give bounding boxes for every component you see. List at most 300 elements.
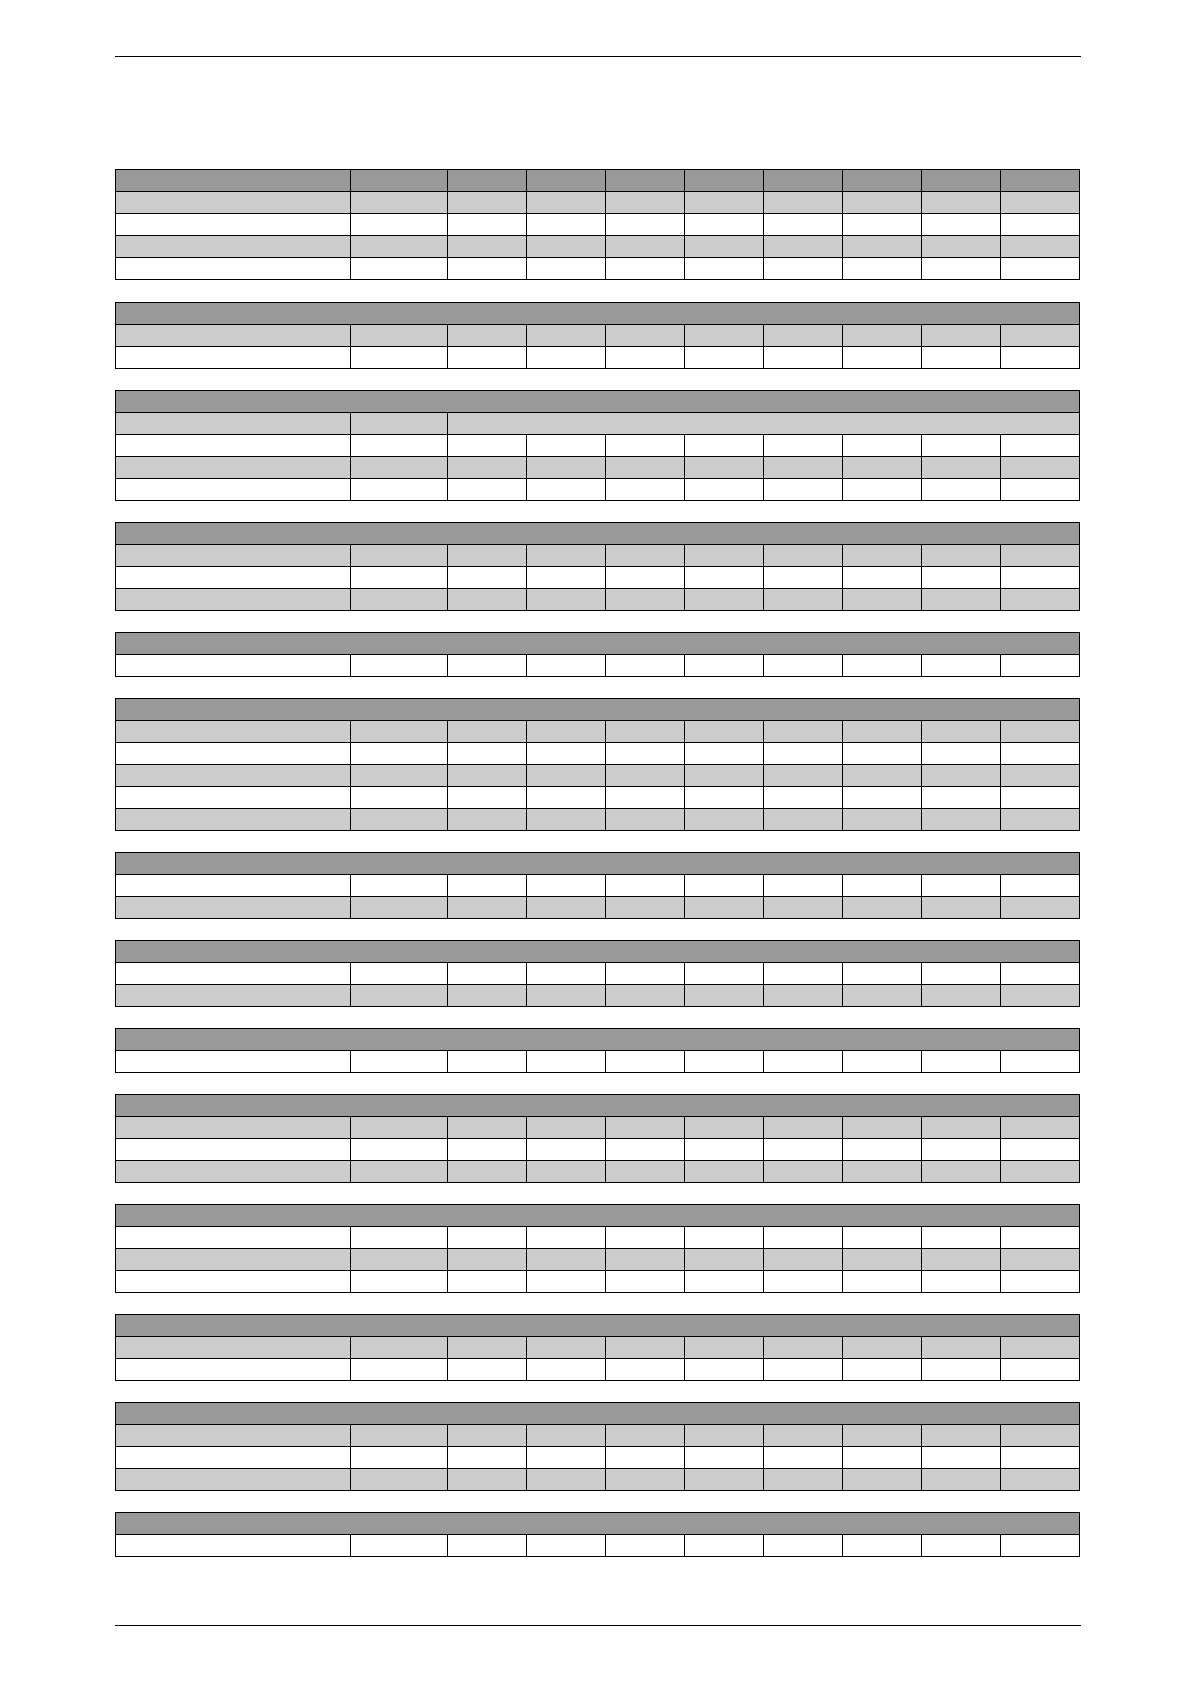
table-cell [764, 721, 843, 743]
table-cell [685, 985, 764, 1007]
table-cell [116, 325, 351, 347]
table-cell [116, 1227, 351, 1249]
data-table [115, 390, 1080, 501]
table-cell [606, 875, 685, 897]
table-row [116, 875, 1080, 897]
table-cell [922, 1139, 1001, 1161]
table-cell [922, 1249, 1001, 1271]
table-cell [685, 1139, 764, 1161]
table-cell [351, 258, 448, 280]
table-cell [116, 1139, 351, 1161]
table-row [116, 743, 1080, 765]
table-cell [843, 1227, 922, 1249]
table-cell [685, 479, 764, 501]
table-cell [922, 655, 1001, 677]
table-cell [764, 1535, 843, 1557]
table-cell [116, 435, 351, 457]
table-cell [606, 1337, 685, 1359]
table-cell [922, 192, 1001, 214]
table-cell [843, 1117, 922, 1139]
data-table [115, 698, 1080, 831]
table-cell [606, 897, 685, 919]
table-cell [116, 1447, 351, 1469]
table-cell [764, 809, 843, 831]
data-table [115, 302, 1080, 369]
table-cell [685, 875, 764, 897]
table-cell [606, 258, 685, 280]
table-cell [606, 589, 685, 611]
table-cell [606, 1359, 685, 1381]
table-cell [527, 479, 606, 501]
table-cell [843, 897, 922, 919]
table-cell [606, 236, 685, 258]
table-cell [448, 963, 527, 985]
table-cell [843, 1161, 922, 1183]
data-table [115, 522, 1080, 611]
table-cell [843, 743, 922, 765]
table-cell [843, 1359, 922, 1381]
table-cell [351, 192, 448, 214]
table-cell [1001, 1425, 1080, 1447]
table-cell [1001, 214, 1080, 236]
table-cell [606, 545, 685, 567]
table-cell [685, 1227, 764, 1249]
table-cell [843, 258, 922, 280]
table-cell [116, 1535, 351, 1557]
table-row [116, 1337, 1080, 1359]
data-table [115, 1028, 1080, 1073]
table-cell [116, 897, 351, 919]
table-cell [527, 765, 606, 787]
table-cell [764, 236, 843, 258]
table-cell [922, 721, 1001, 743]
table-cell [116, 765, 351, 787]
table-cell [116, 655, 351, 677]
table-cell [448, 413, 1080, 435]
table-cell [922, 1425, 1001, 1447]
table-cell [116, 1117, 351, 1139]
table-row [116, 567, 1080, 589]
table-cell [764, 1161, 843, 1183]
table-row [116, 787, 1080, 809]
table-cell [922, 1271, 1001, 1293]
table-cell [764, 985, 843, 1007]
table-cell [606, 1249, 685, 1271]
table-cell [922, 325, 1001, 347]
table-cell [448, 1227, 527, 1249]
table-cell [685, 743, 764, 765]
table-title-cell [116, 1205, 1080, 1227]
table-header-cell [527, 170, 606, 192]
table-cell [1001, 435, 1080, 457]
table-cell [1001, 897, 1080, 919]
table-cell [1001, 1117, 1080, 1139]
table-row [116, 1227, 1080, 1249]
table-cell [448, 589, 527, 611]
table-cell [1001, 985, 1080, 1007]
table-cell [843, 1425, 922, 1447]
table-cell [116, 1161, 351, 1183]
table-title-cell [116, 303, 1080, 325]
table-cell [606, 963, 685, 985]
table-row [116, 1425, 1080, 1447]
table-row [116, 1161, 1080, 1183]
table-cell [685, 1447, 764, 1469]
table-title-cell [116, 1029, 1080, 1051]
table-cell [116, 721, 351, 743]
table-cell [448, 875, 527, 897]
table-cell [448, 809, 527, 831]
top-rule [115, 56, 1081, 57]
table-cell [527, 1337, 606, 1359]
table-cell [764, 1469, 843, 1491]
table-cell [448, 1337, 527, 1359]
table-cell [606, 214, 685, 236]
table-cell [527, 1249, 606, 1271]
table-cell [448, 435, 527, 457]
table-cell [351, 325, 448, 347]
table-cell [764, 1337, 843, 1359]
table-cell [527, 1117, 606, 1139]
table-cell [527, 1447, 606, 1469]
table-cell [764, 963, 843, 985]
table-cell [764, 1139, 843, 1161]
table-cell [448, 1359, 527, 1381]
table-cell [685, 1535, 764, 1557]
table-cell [448, 192, 527, 214]
table-cell [843, 1337, 922, 1359]
table-cell [764, 787, 843, 809]
table-cell [843, 963, 922, 985]
table-cell [685, 1469, 764, 1491]
table-cell [922, 589, 1001, 611]
table-cell [351, 1117, 448, 1139]
table-cell [606, 1535, 685, 1557]
table-cell [843, 589, 922, 611]
table-cell [922, 1535, 1001, 1557]
table-cell [351, 765, 448, 787]
table-cell [606, 1051, 685, 1073]
table-cell [527, 787, 606, 809]
table-cell [351, 435, 448, 457]
table-title-cell [116, 1513, 1080, 1535]
table-cell [685, 589, 764, 611]
table-cell [448, 721, 527, 743]
table-cell [685, 258, 764, 280]
data-table [115, 169, 1080, 280]
table-cell [527, 589, 606, 611]
table-cell [448, 347, 527, 369]
table-cell [843, 1139, 922, 1161]
table-cell [685, 214, 764, 236]
table-cell [922, 1227, 1001, 1249]
table-row [116, 985, 1080, 1007]
table-cell [351, 214, 448, 236]
table-cell [685, 1161, 764, 1183]
table-cell [448, 1271, 527, 1293]
table-title-cell [116, 1095, 1080, 1117]
table-cell [764, 875, 843, 897]
table-cell [764, 1051, 843, 1073]
table-cell [922, 1469, 1001, 1491]
table-row [116, 963, 1080, 985]
table-cell [116, 567, 351, 589]
table-cell [116, 236, 351, 258]
table-cell [606, 765, 685, 787]
table-header-row [116, 1029, 1080, 1051]
table-cell [1001, 743, 1080, 765]
table-cell [527, 1359, 606, 1381]
table-cell [922, 787, 1001, 809]
table-cell [843, 347, 922, 369]
table-cell [606, 567, 685, 589]
table-row [116, 457, 1080, 479]
table-cell [448, 567, 527, 589]
table-cell [685, 325, 764, 347]
table-cell [606, 743, 685, 765]
table-cell [606, 1469, 685, 1491]
table-cell [1001, 1469, 1080, 1491]
table-row [116, 192, 1080, 214]
table-row [116, 655, 1080, 677]
table-cell [764, 589, 843, 611]
table-cell [116, 413, 351, 435]
table-cell [922, 258, 1001, 280]
table-cell [606, 655, 685, 677]
table-row [116, 1359, 1080, 1381]
table-cell [1001, 765, 1080, 787]
table-cell [448, 479, 527, 501]
table-cell [116, 1469, 351, 1491]
table-cell [351, 721, 448, 743]
table-cell [1001, 1051, 1080, 1073]
table-cell [922, 963, 1001, 985]
table-cell [448, 897, 527, 919]
table-cell [351, 1161, 448, 1183]
table-cell [527, 1139, 606, 1161]
table-header-cell [351, 170, 448, 192]
table-cell [843, 457, 922, 479]
table-cell [685, 765, 764, 787]
data-table [115, 1314, 1080, 1381]
table-cell [606, 1425, 685, 1447]
table-cell [922, 897, 1001, 919]
table-cell [448, 1469, 527, 1491]
table-cell [843, 567, 922, 589]
table-cell [116, 589, 351, 611]
table-cell [351, 809, 448, 831]
table-cell [527, 1051, 606, 1073]
table-row [116, 1117, 1080, 1139]
table-cell [606, 457, 685, 479]
table-row [116, 347, 1080, 369]
table-cell [116, 787, 351, 809]
table-cell [922, 236, 1001, 258]
table-cell [764, 765, 843, 787]
table-cell [764, 743, 843, 765]
table-cell [116, 1359, 351, 1381]
table-cell [351, 963, 448, 985]
table-cell [606, 1447, 685, 1469]
table-cell [685, 457, 764, 479]
table-cell [606, 192, 685, 214]
table-cell [685, 655, 764, 677]
table-cell [1001, 1337, 1080, 1359]
table-cell [1001, 589, 1080, 611]
bottom-rule [115, 1625, 1081, 1626]
table-cell [527, 963, 606, 985]
table-cell [116, 347, 351, 369]
table-cell [843, 655, 922, 677]
table-header-row [116, 170, 1080, 192]
table-cell [922, 1359, 1001, 1381]
table-cell [685, 435, 764, 457]
table-cell [843, 875, 922, 897]
table-cell [527, 1271, 606, 1293]
table-cell [606, 809, 685, 831]
table-row [116, 1447, 1080, 1469]
table-cell [764, 258, 843, 280]
table-cell [448, 258, 527, 280]
table-cell [1001, 545, 1080, 567]
table-cell [527, 1425, 606, 1447]
table-cell [527, 743, 606, 765]
table-cell [764, 1271, 843, 1293]
table-header-row [116, 633, 1080, 655]
table-cell [922, 567, 1001, 589]
table-cell [351, 1359, 448, 1381]
table-cell [685, 809, 764, 831]
table-cell [764, 1359, 843, 1381]
table-cell [685, 1337, 764, 1359]
table-title-cell [116, 1403, 1080, 1425]
table-cell [448, 1051, 527, 1073]
table-cell [351, 479, 448, 501]
table-cell [606, 1139, 685, 1161]
table-cell [527, 347, 606, 369]
table-header-row [116, 1205, 1080, 1227]
table-cell [116, 985, 351, 1007]
table-cell [1001, 479, 1080, 501]
table-cell [606, 985, 685, 1007]
table-header-row [116, 1403, 1080, 1425]
table-row [116, 1139, 1080, 1161]
table-cell [448, 236, 527, 258]
table-cell [116, 809, 351, 831]
table-cell [351, 545, 448, 567]
table-row [116, 721, 1080, 743]
table-header-cell [116, 170, 351, 192]
table-cell [922, 809, 1001, 831]
table-cell [843, 325, 922, 347]
table-cell [843, 1535, 922, 1557]
table-row [116, 897, 1080, 919]
table-cell [922, 765, 1001, 787]
table-cell [764, 567, 843, 589]
table-cell [843, 479, 922, 501]
table-cell [527, 325, 606, 347]
table-cell [606, 1161, 685, 1183]
table-cell [606, 479, 685, 501]
table-cell [351, 413, 448, 435]
table-cell [351, 567, 448, 589]
table-cell [922, 347, 1001, 369]
table-row [116, 589, 1080, 611]
table-cell [527, 1469, 606, 1491]
table-cell [1001, 1161, 1080, 1183]
table-cell [843, 214, 922, 236]
table-title-cell [116, 853, 1080, 875]
table-header-row [116, 523, 1080, 545]
table-cell [351, 1271, 448, 1293]
table-header-row [116, 1315, 1080, 1337]
table-cell [351, 1425, 448, 1447]
table-title-cell [116, 523, 1080, 545]
table-cell [116, 963, 351, 985]
table-cell [351, 1139, 448, 1161]
table-cell [351, 1227, 448, 1249]
table-header-cell [606, 170, 685, 192]
table-cell [922, 875, 1001, 897]
table-cell [448, 1249, 527, 1271]
table-cell [843, 545, 922, 567]
table-cell [351, 457, 448, 479]
table-cell [116, 258, 351, 280]
table-cell [527, 1535, 606, 1557]
table-cell [351, 347, 448, 369]
table-row [116, 325, 1080, 347]
table-cell [922, 435, 1001, 457]
table-cell [685, 1051, 764, 1073]
table-cell [351, 787, 448, 809]
table-cell [1001, 457, 1080, 479]
table-cell [448, 765, 527, 787]
table-cell [527, 809, 606, 831]
table-row [116, 765, 1080, 787]
table-cell [1001, 1271, 1080, 1293]
table-cell [116, 479, 351, 501]
table-cell [351, 1337, 448, 1359]
table-cell [1001, 875, 1080, 897]
table-cell [448, 1447, 527, 1469]
table-cell [764, 1425, 843, 1447]
table-title-cell [116, 633, 1080, 655]
table-cell [606, 1117, 685, 1139]
table-cell [1001, 655, 1080, 677]
table-cell [527, 236, 606, 258]
table-cell [922, 457, 1001, 479]
table-cell [527, 985, 606, 1007]
table-cell [448, 457, 527, 479]
table-cell [922, 545, 1001, 567]
table-cell [843, 236, 922, 258]
table-row [116, 1249, 1080, 1271]
table-cell [1001, 809, 1080, 831]
table-cell [116, 214, 351, 236]
table-cell [764, 1117, 843, 1139]
table-cell [448, 1139, 527, 1161]
table-cell [527, 897, 606, 919]
table-cell [448, 545, 527, 567]
table-row [116, 236, 1080, 258]
table-cell [116, 1425, 351, 1447]
table-cell [448, 214, 527, 236]
table-cell [922, 214, 1001, 236]
table-cell [685, 567, 764, 589]
table-cell [764, 457, 843, 479]
table-cell [116, 1337, 351, 1359]
table-row [116, 809, 1080, 831]
